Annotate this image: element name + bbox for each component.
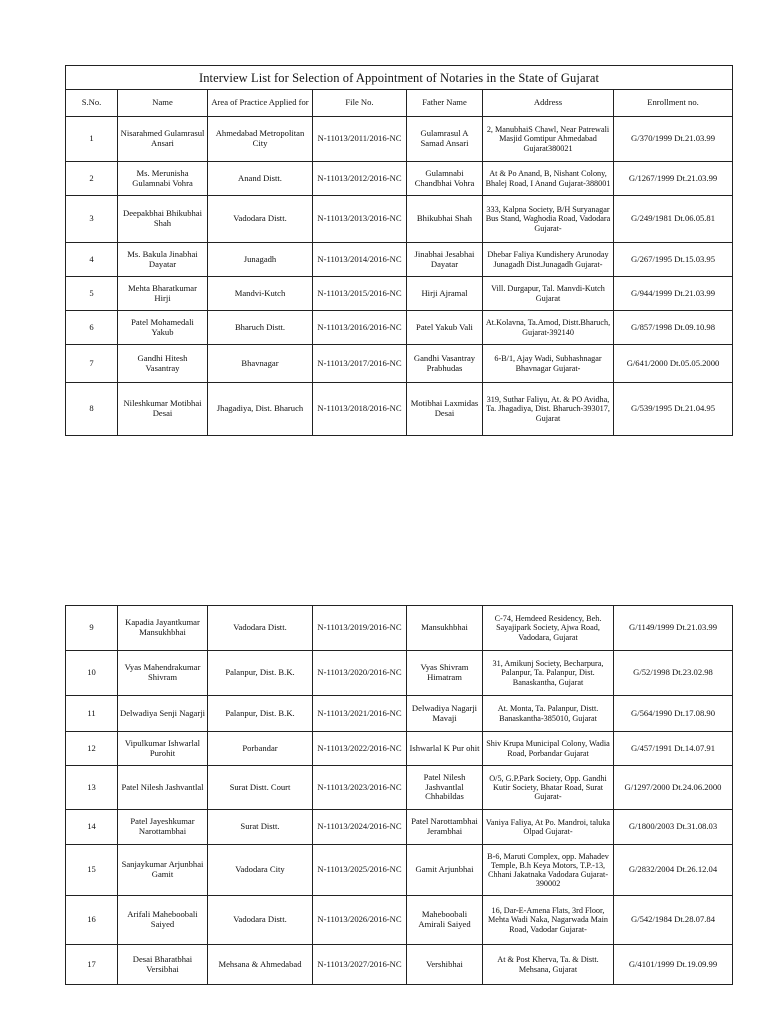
cell-area: Surat Distt. Court	[208, 766, 313, 810]
page-title: Interview List for Selection of Appointment of Notaries in the State of Gujarat	[66, 66, 733, 90]
cell-file-no: N-11013/2023/2016-NC	[313, 766, 407, 810]
cell-enrollment: G/539/1995 Dt.21.04.95	[614, 383, 733, 436]
cell-address: At.Kolavna, Ta.Amod, Distt.Bharuch, Gujarat-392140	[483, 311, 614, 345]
cell-address: Vaniya Faliya, At Po. Mandroi, taluka Olpad Gujarat-	[483, 810, 614, 845]
cell-enrollment: G/564/1990 Dt.17.08.90	[614, 696, 733, 732]
column-header-father-name: Father Name	[407, 90, 483, 117]
cell-father-name: Ishwarlal K Pur ohit	[407, 732, 483, 766]
cell-area: Anand Distt.	[208, 162, 313, 196]
cell-address: 6-B/1, Ajay Wadi, Subhashnagar Bhavnagar Gujarat-	[483, 345, 614, 383]
cell-father-name: Mansukhbhai	[407, 606, 483, 651]
cell-father-name: Gamit Arjunbhai	[407, 845, 483, 896]
cell-name: Mehta Bharatkumar Hirji	[118, 277, 208, 311]
cell-file-no: N-11013/2021/2016-NC	[313, 696, 407, 732]
cell-file-no: N-11013/2011/2016-NC	[313, 117, 407, 162]
cell-father-name: Patel Yakub Vali	[407, 311, 483, 345]
cell-file-no: N-11013/2025/2016-NC	[313, 845, 407, 896]
column-header-address: Address	[483, 90, 614, 117]
cell-name: Nisarahmed Gulamrasul Ansari	[118, 117, 208, 162]
cell-area: Porbandar	[208, 732, 313, 766]
cell-file-no: N-11013/2013/2016-NC	[313, 196, 407, 243]
cell-area: Mehsana & Ahmedabad	[208, 945, 313, 985]
header-row	[66, 90, 733, 117]
cell-area: Vadodara Distt.	[208, 896, 313, 945]
cell-enrollment: G/641/2000 Dt.05.05.2000	[614, 345, 733, 383]
cell-area: Bharuch Distt.	[208, 311, 313, 345]
table-row	[66, 696, 733, 732]
cell-father-name: Delwadiya Nagarji Mavaji	[407, 696, 483, 732]
cell-sno: 2	[66, 162, 118, 196]
cell-sno: 15	[66, 845, 118, 896]
cell-name: Kapadia Jayantkumar Mansukhbhai	[118, 606, 208, 651]
cell-area: Junagadh	[208, 243, 313, 277]
cell-area: Bhavnagar	[208, 345, 313, 383]
cell-address: 31, Amikunj Society, Becharpura, Palanpur, Ta. Palanpur, Dist. Banaskantha, Gujarat	[483, 651, 614, 696]
cell-father-name: Bhikubhai Shah	[407, 196, 483, 243]
cell-area: Vadodara Distt.	[208, 606, 313, 651]
cell-file-no: N-11013/2017/2016-NC	[313, 345, 407, 383]
cell-sno: 14	[66, 810, 118, 845]
cell-father-name: Gandhi Vasantray Prabhudas	[407, 345, 483, 383]
cell-sno: 10	[66, 651, 118, 696]
cell-area: Vadodara City	[208, 845, 313, 896]
cell-area: Jhagadiya, Dist. Bharuch	[208, 383, 313, 436]
cell-enrollment: G/2832/2004 Dt.26.12.04	[614, 845, 733, 896]
table-row	[66, 651, 733, 696]
cell-address: 16, Dar-E-Amena Flats, 3rd Floor, Mehta Wadi Naka, Nagarwada Main Road, Vadodar Gujarat-	[483, 896, 614, 945]
cell-file-no: N-11013/2018/2016-NC	[313, 383, 407, 436]
table-row	[66, 810, 733, 845]
cell-file-no: N-11013/2026/2016-NC	[313, 896, 407, 945]
cell-address: Dhebar Faliya Kundishery Arunoday Junagadh Dist.Junagadh Gujarat-	[483, 243, 614, 277]
cell-file-no: N-11013/2016/2016-NC	[313, 311, 407, 345]
column-header-file-no: File No.	[313, 90, 407, 117]
cell-area: Palanpur, Dist. B.K.	[208, 696, 313, 732]
cell-file-no: N-11013/2019/2016-NC	[313, 606, 407, 651]
column-header-area: Area of Practice Applied for	[208, 90, 313, 117]
cell-name: Gandhi Hitesh Vasantray	[118, 345, 208, 383]
cell-name: Vipulkumar Ishwarlal Purohit	[118, 732, 208, 766]
cell-enrollment: G/1267/1999 Dt.21.03.99	[614, 162, 733, 196]
table-row	[66, 117, 733, 162]
cell-area: Palanpur, Dist. B.K.	[208, 651, 313, 696]
cell-father-name: Maheboobali Amirali Saiyed	[407, 896, 483, 945]
cell-father-name: Gulamnabi Chandbhai Vohra	[407, 162, 483, 196]
cell-enrollment: G/370/1999 Dt.21.03.99	[614, 117, 733, 162]
cell-name: Vyas Mahendrakumar Shivram	[118, 651, 208, 696]
cell-enrollment: G/542/1984 Dt.28.07.84	[614, 896, 733, 945]
cell-area: Vadodara Distt.	[208, 196, 313, 243]
cell-enrollment: G/1800/2003 Dt.31.08.03	[614, 810, 733, 845]
cell-area: Surat Distt.	[208, 810, 313, 845]
cell-enrollment: G/4101/1999 Dt.19.09.99	[614, 945, 733, 985]
cell-sno: 9	[66, 606, 118, 651]
cell-father-name: Jinabhai Jesabhai Dayatar	[407, 243, 483, 277]
cell-name: Delwadiya Senji Nagarji	[118, 696, 208, 732]
cell-enrollment: G/1149/1999 Dt.21.03.99	[614, 606, 733, 651]
table-row	[66, 732, 733, 766]
cell-sno: 8	[66, 383, 118, 436]
notary-interview-table-page1	[65, 65, 733, 436]
column-header-sno: S.No.	[66, 90, 118, 117]
table-row	[66, 162, 733, 196]
cell-address: At. Monta, Ta. Palanpur, Distt. Banaskantha-385010, Gujarat	[483, 696, 614, 732]
cell-name: Deepakbhai Bhikubhai Shah	[118, 196, 208, 243]
cell-area: Mandvi-Kutch	[208, 277, 313, 311]
cell-enrollment: G/249/1981 Dt.06.05.81	[614, 196, 733, 243]
cell-enrollment: G/267/1995 Dt.15.03.95	[614, 243, 733, 277]
cell-address: O/5, G.P.Park Society, Opp. Gandhi Kutir Society, Bhatar Road, Surat Gujarat-	[483, 766, 614, 810]
cell-name: Ms. Bakula Jinabhai Dayatar	[118, 243, 208, 277]
cell-sno: 6	[66, 311, 118, 345]
cell-father-name: Motibhai Laxmidas Desai	[407, 383, 483, 436]
cell-enrollment: G/52/1998 Dt.23.02.98	[614, 651, 733, 696]
cell-file-no: N-11013/2012/2016-NC	[313, 162, 407, 196]
cell-name: Arifali Maheboobali Saiyed	[118, 896, 208, 945]
cell-sno: 12	[66, 732, 118, 766]
cell-sno: 17	[66, 945, 118, 985]
cell-father-name: Hirji Ajramal	[407, 277, 483, 311]
cell-sno: 16	[66, 896, 118, 945]
table-row	[66, 196, 733, 243]
cell-name: Patel Jayeshkumar Narottambhai	[118, 810, 208, 845]
table-row	[66, 383, 733, 436]
cell-file-no: N-11013/2022/2016-NC	[313, 732, 407, 766]
cell-sno: 1	[66, 117, 118, 162]
cell-father-name: Vershibhai	[407, 945, 483, 985]
cell-file-no: N-11013/2014/2016-NC	[313, 243, 407, 277]
cell-enrollment: G/944/1999 Dt.21.03.99	[614, 277, 733, 311]
cell-file-no: N-11013/2027/2016-NC	[313, 945, 407, 985]
table-row	[66, 896, 733, 945]
table-row	[66, 277, 733, 311]
cell-sno: 5	[66, 277, 118, 311]
cell-sno: 3	[66, 196, 118, 243]
cell-name: Ms. Merunisha Gulamnabi Vohra	[118, 162, 208, 196]
cell-enrollment: G/1297/2000 Dt.24.06.2000	[614, 766, 733, 810]
cell-enrollment: G/457/1991 Dt.14.07.91	[614, 732, 733, 766]
cell-sno: 4	[66, 243, 118, 277]
table-row	[66, 845, 733, 896]
cell-name: Desai Bharatbhai Versibhai	[118, 945, 208, 985]
cell-address: 2, ManubhaiS Chawl, Near Patrewali Masjid Gomtipur Ahmedabad Gujarat380021	[483, 117, 614, 162]
table-row	[66, 606, 733, 651]
cell-sno: 13	[66, 766, 118, 810]
cell-file-no: N-11013/2015/2016-NC	[313, 277, 407, 311]
cell-area: Ahmedabad Metropolitan City	[208, 117, 313, 162]
cell-father-name: Vyas Shivram Himatram	[407, 651, 483, 696]
cell-address: At & Po Anand, B, Nishant Colony, Bhalej Road, I Anand Gujarat-388001	[483, 162, 614, 196]
cell-name: Patel Nilesh Jashvantlal	[118, 766, 208, 810]
cell-father-name: Gulamrasul A Samad Ansari	[407, 117, 483, 162]
cell-address: C-74, Hemdeed Residency, Beh. Sayajipark Society, Ajwa Road, Vadodara, Gujarat	[483, 606, 614, 651]
cell-father-name: Patel Nilesh Jashvantlal Chhabildas	[407, 766, 483, 810]
cell-name: Patel Mohamedali Yakub	[118, 311, 208, 345]
table-row	[66, 345, 733, 383]
notary-interview-table-page2	[65, 605, 733, 985]
cell-enrollment: G/857/1998 Dt.09.10.98	[614, 311, 733, 345]
cell-address: At & Post Kherva, Ta. & Distt. Mehsana, Gujarat	[483, 945, 614, 985]
table-row	[66, 766, 733, 810]
cell-address: 319, Suthar Faliyu, At. & PO Avidha, Ta. Jhagadiya, Dist. Bharuch-393017, Gujarat	[483, 383, 614, 436]
cell-file-no: N-11013/2024/2016-NC	[313, 810, 407, 845]
cell-address: Vill. Durgapur, Tal. Manvdi-Kutch Gujarat	[483, 277, 614, 311]
table-row	[66, 243, 733, 277]
cell-file-no: N-11013/2020/2016-NC	[313, 651, 407, 696]
column-header-name: Name	[118, 90, 208, 117]
cell-name: Sanjaykumar Arjunbhai Gamit	[118, 845, 208, 896]
table-row	[66, 311, 733, 345]
table-row	[66, 945, 733, 985]
cell-sno: 7	[66, 345, 118, 383]
cell-address: B-6, Maruti Complex, opp. Mahadev Temple, B.h Keya Motors, T.P.-13, Chhani Jakatnaka Vadodara Gujarat-390002	[483, 845, 614, 896]
cell-father-name: Patel Narottambhai Jerambhai	[407, 810, 483, 845]
cell-address: 333, Kalpna Society, B/H Suryanagar Bus Stand, Waghodia Road, Vadodara Gujarat-	[483, 196, 614, 243]
cell-name: Nileshkumar Motibhai Desai	[118, 383, 208, 436]
cell-sno: 11	[66, 696, 118, 732]
column-header-enrollment: Enrollment no.	[614, 90, 733, 117]
cell-address: Shiv Krupa Municipal Colony, Wadia Road, Porbandar Gujarat	[483, 732, 614, 766]
